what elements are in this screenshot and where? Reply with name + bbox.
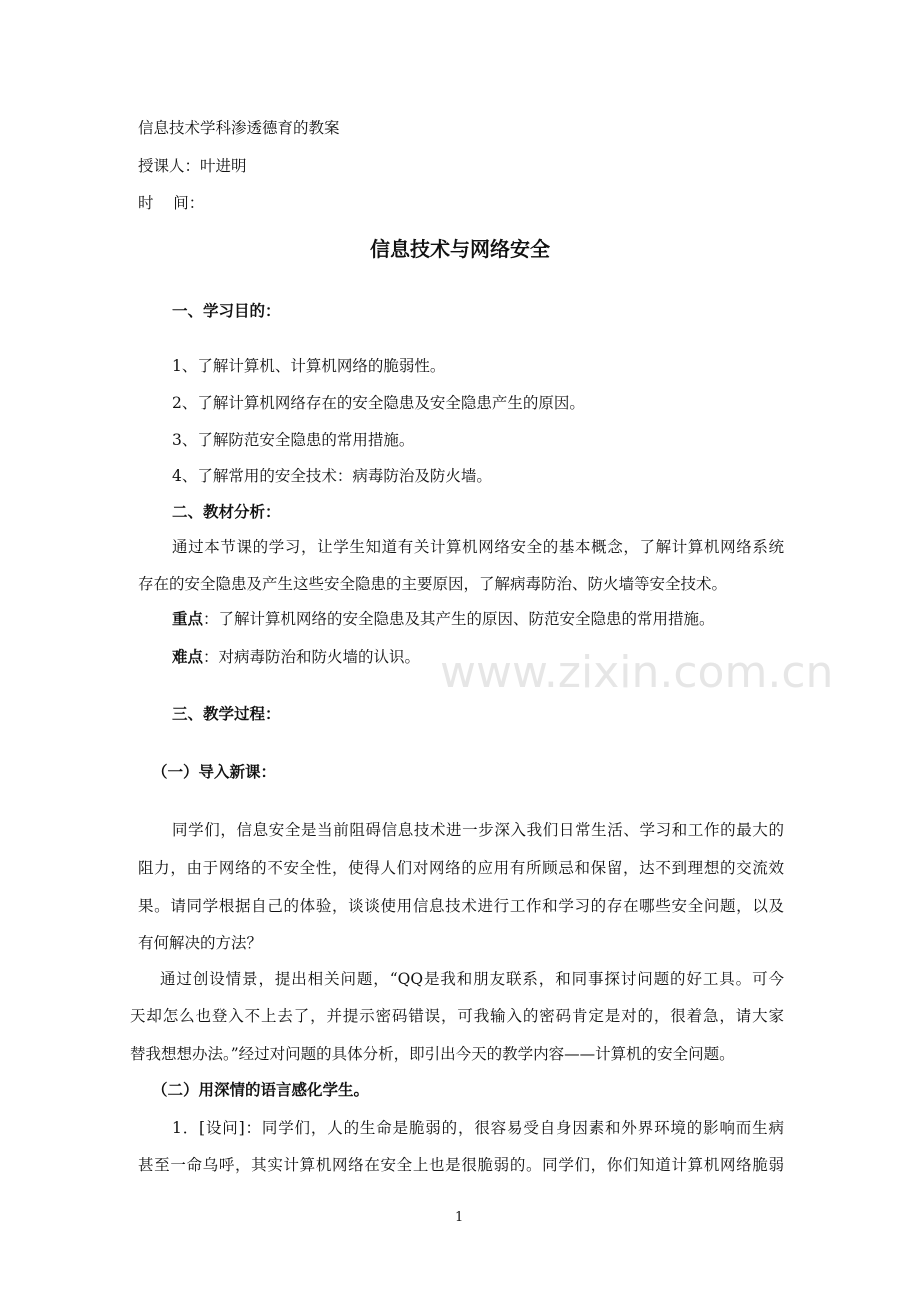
objective-item: 1、了解计算机、计算机网络的脆弱性。 — [172, 357, 446, 375]
doc-label: 信息技术学科渗透德育的教案 — [138, 119, 340, 137]
objective-item: 4、了解常用的安全技术：病毒防治及防火墙。 — [172, 467, 492, 485]
question-line: 1．[设问]：同学们，人的生命是脆弱的，很容易受自身因素和外界环境的影响而生病 — [172, 1119, 784, 1137]
intro-line: 阻力，由于网络的不安全性，使得人们对网络的应用有所顾忌和保留，达不到理想的交流效 — [138, 859, 784, 877]
scenario-line: 通过创设情景，提出相关问题，“QQ是我和朋友联系，和同事探讨问题的好工具。可今 — [160, 970, 784, 988]
teacher-line: 授课人：叶进明 — [138, 157, 247, 175]
section1-heading: 一、学习目的： — [172, 302, 281, 320]
subsection1-heading: （一）导入新课： — [152, 763, 277, 781]
document-title: 信息技术与网络安全 — [370, 237, 550, 261]
scenario-line: 天却怎么也登入不上去了，并提示密码错误，可我输入的密码肯定是对的，很着急，请大家 — [130, 1007, 784, 1025]
key-point — [172, 609, 715, 629]
intro-line: 同学们，信息安全是当前阻碍信息技术进一步深入我们日常生活、学习和工作的最大的 — [172, 821, 784, 839]
watermark: www.zixin.com.cn — [440, 647, 834, 698]
section3-heading: 三、教学过程： — [172, 705, 281, 723]
page-number: 1 — [455, 1210, 464, 1225]
analysis-line: 存在的安全隐患及产生这些安全隐患的主要原因，了解病毒防治、防火墙等安全技术。 — [138, 575, 728, 593]
subsection2-heading: （二）用深情的语言感化学生。 — [152, 1081, 370, 1099]
objective-item: 3、了解防范安全隐患的常用措施。 — [172, 431, 415, 449]
difficult-point-text: ：对病毒防治和防火墙的认识。 — [203, 648, 421, 666]
intro-line: 有何解决的方法？ — [138, 934, 263, 952]
time-line: 时 间： — [138, 194, 205, 212]
intro-line: 果。请同学根据自己的体验，谈谈使用信息技术进行工作和学习的存在哪些安全问题，以及 — [138, 897, 784, 915]
question-line: 甚至一命乌呼，其实计算机网络在安全上也是很脆弱的。同学们，你们知道计算机网络脆弱 — [138, 1156, 784, 1174]
key-point-label: 重点 — [172, 610, 204, 628]
analysis-line: 通过本节课的学习，让学生知道有关计算机网络安全的基本概念，了解计算机网络系统 — [172, 538, 784, 556]
objective-item: 2、了解计算机网络存在的安全隐患及安全隐患产生的原因。 — [172, 394, 585, 412]
difficult-point-label: 难点 — [172, 648, 204, 666]
difficult-point — [172, 647, 420, 667]
scenario-line: 替我想想办法。”经过对问题的具体分析，即引出今天的教学内容——计算机的安全问题。 — [130, 1045, 735, 1063]
key-point-text: ：了解计算机网络的安全隐患及其产生的原因、防范安全隐患的常用措施。 — [203, 610, 715, 628]
section2-heading: 二、教材分析： — [172, 503, 281, 521]
